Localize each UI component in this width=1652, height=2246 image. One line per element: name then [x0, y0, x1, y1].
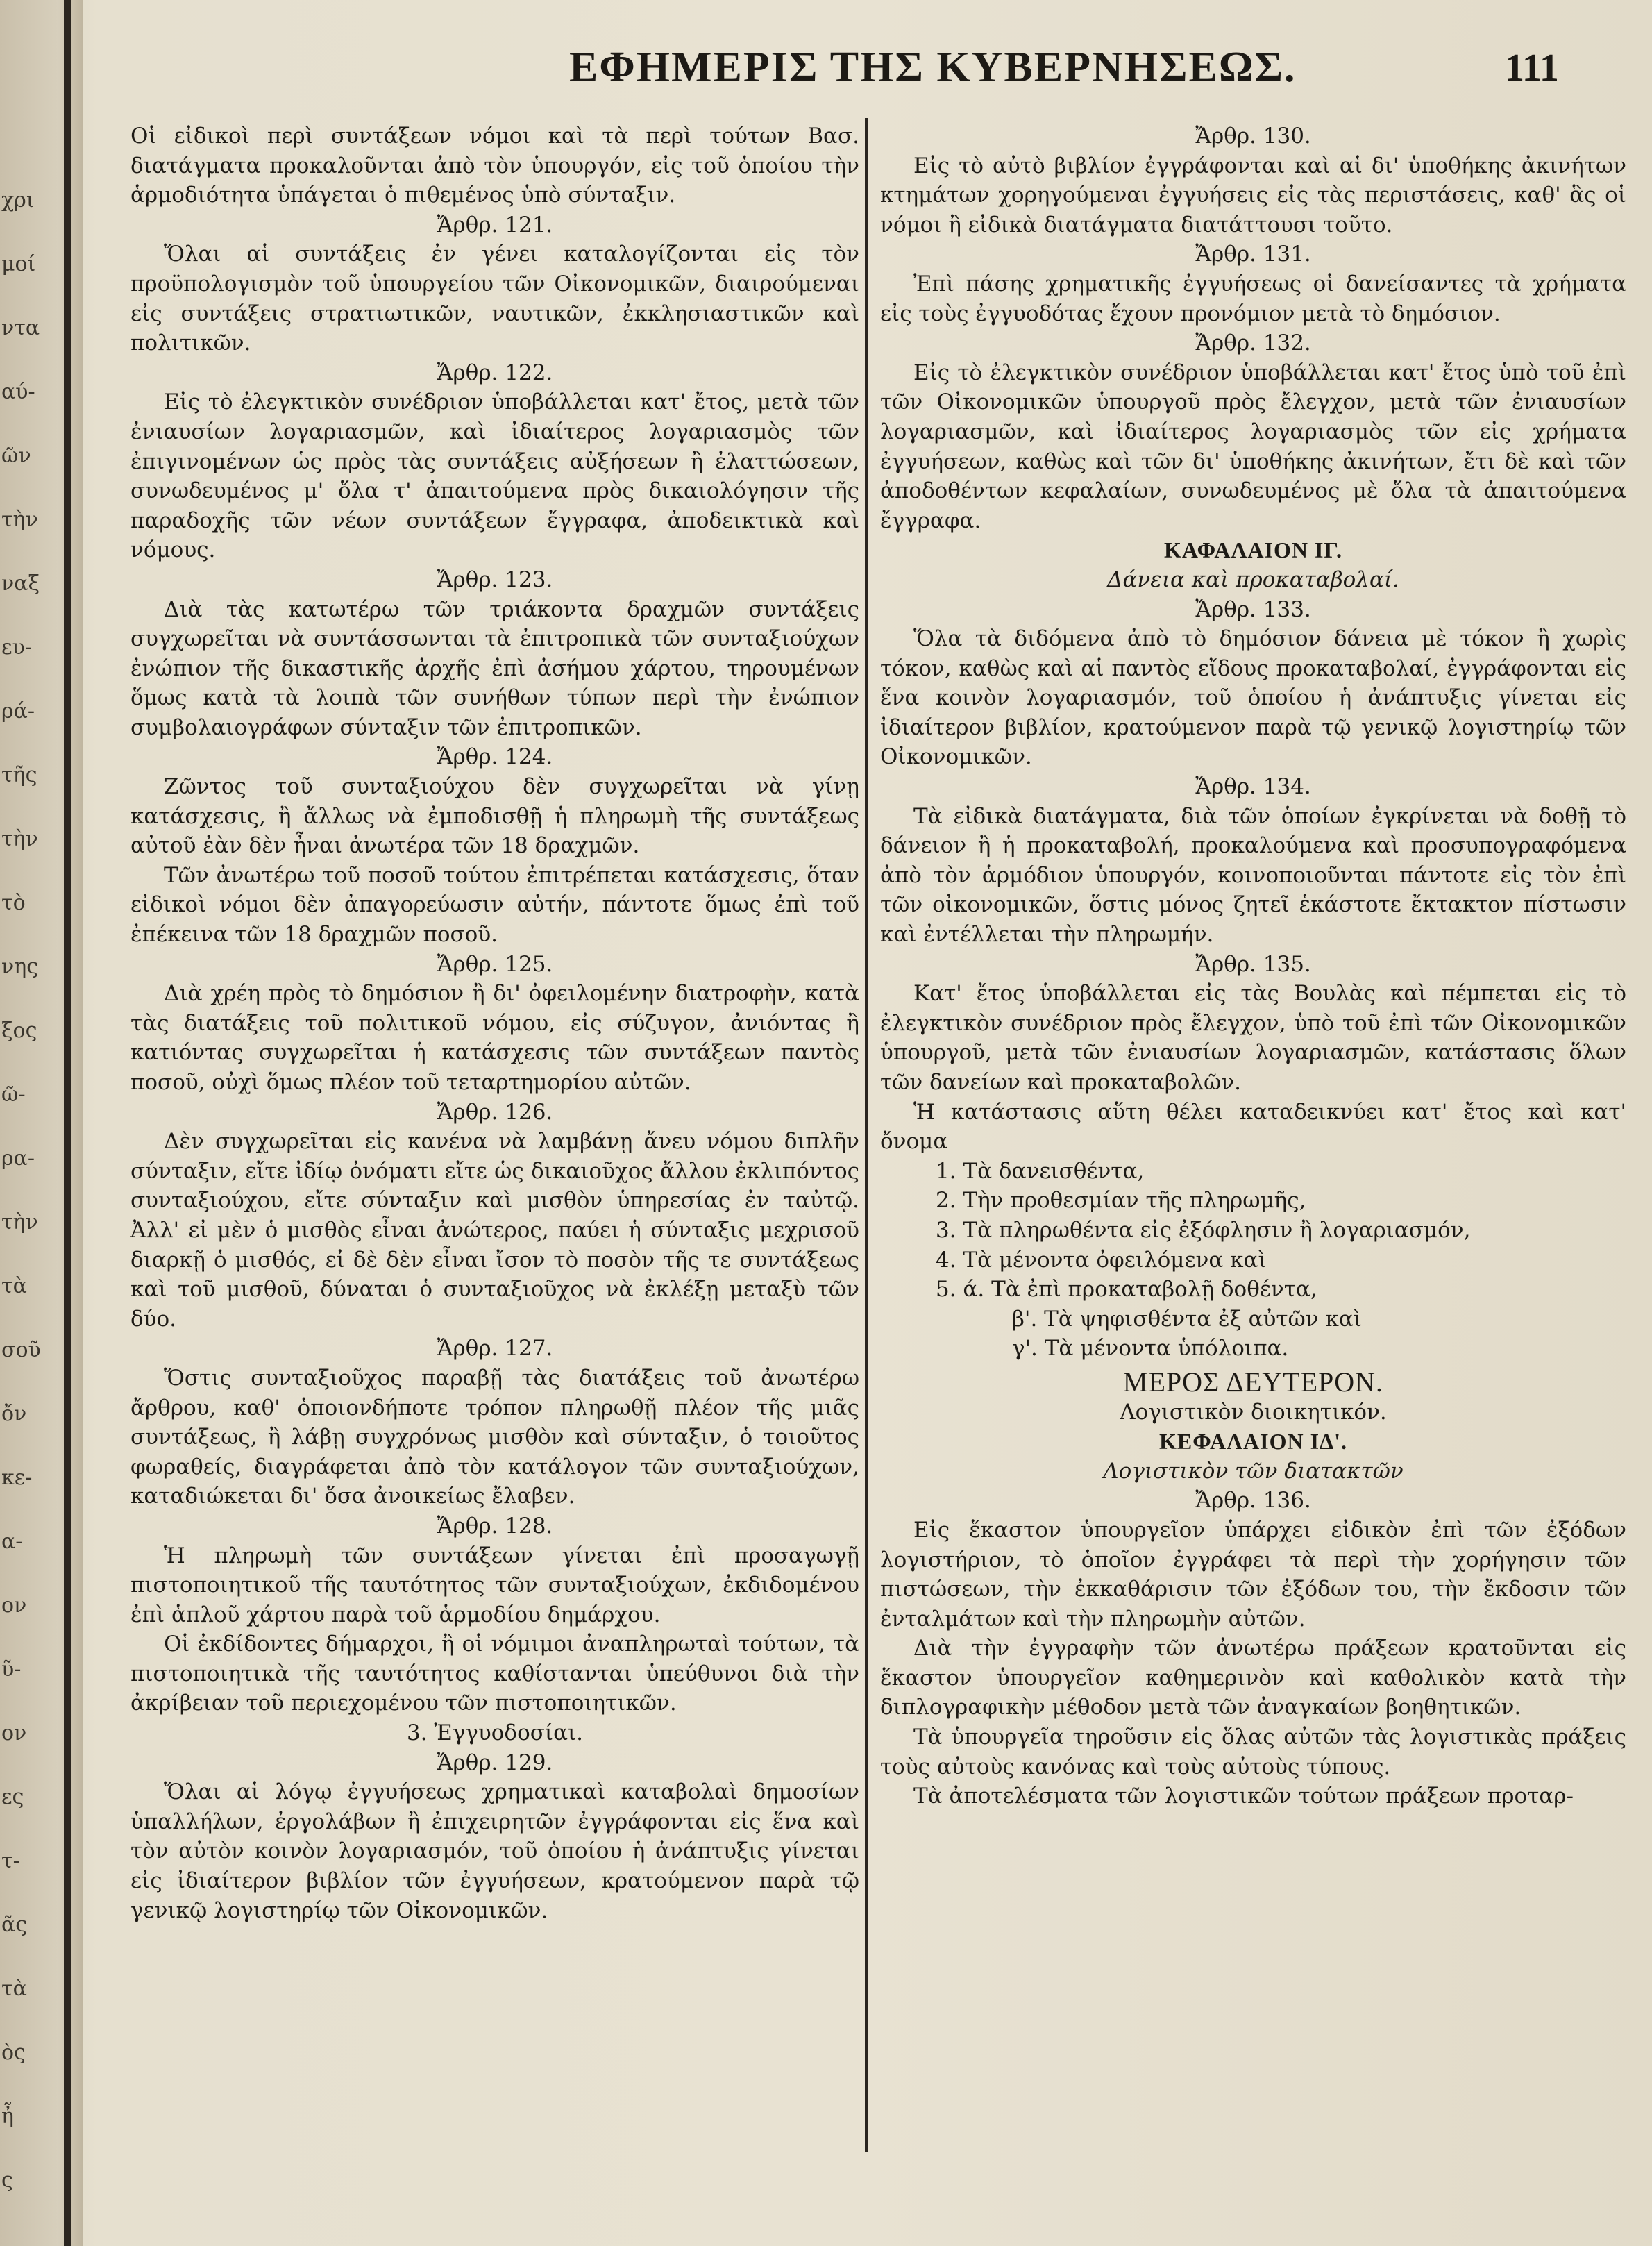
- paragraph: Ὅλαι αἱ λόγῳ ἐγγυήσεως χρηματικαὶ καταβολαὶ δημοσίων ὑπαλλήλων, ἐργολάβων ἢ ἐπιχειρητῶν ἐγγράφονται εἰς ἕνα καὶ τὸν αὐτὸν κοινὸν λογαριασμόν, τοῦ ὁποίου ἡ ἀνάπτυξις γίνεται εἰς ἰδιαίτερον βιβλίον τῶν ἐγγυήσεων, κρατούμενον παρὰ τῷ γενικῷ λογιστηρίῳ τῶν Οἰκονομικῶν.: [130, 1779, 859, 1923]
- article-heading: Ἄρθρ. 136.: [1195, 1488, 1311, 1514]
- margin-fragment: τὴν: [1, 1210, 38, 1234]
- paragraph: Ἐπὶ πάσης χρηματικῆς ἐγγυήσεως οἱ δανείσαντες τὰ χρήματα εἰς τοὺς ἐγγυοδότας ἔχουν προνόμιον μετὰ τὸ δημόσιον.: [880, 271, 1626, 326]
- chapter-heading: ΚΕΦΑΛΑΙΟΝ ΙΔ'.: [1159, 1429, 1347, 1455]
- list-item: 3. Τὰ πληρωθέντα εἰς ἐξόφλησιν ἢ λογαριασμόν,: [936, 1217, 1471, 1243]
- margin-fragment: νης: [1, 955, 39, 979]
- margin-fragment: αύ-: [1, 380, 35, 404]
- page-header: [0, 43, 1652, 106]
- paragraph: Ὅλαι αἱ συντάξεις ἐν γένει καταλογίζονται εἰς τὸν προϋπολογισμὸν τοῦ ὑπουργείου τῶν Οἰκονομικῶν, διαιρούμεναι εἰς συντάξεις στρατιωτικῶν, ναυτικῶν, ἐκκλησιαστικῶν καὶ πολιτικῶν.: [130, 242, 859, 356]
- article-heading: Ἄρθρ. 125.: [437, 951, 553, 977]
- paragraph: Τὰ ὑπουργεῖα τηροῦσιν εἰς ὅλας αὐτῶν τὰς λογιστικὰς πράξεις τοὺς αὐτοὺς κανόνας καὶ τοὺς αὐτοὺς τύπους.: [880, 1725, 1626, 1779]
- margin-fragment: μοί: [1, 252, 36, 276]
- margin-fragment: τὴν: [1, 508, 38, 532]
- article-heading: Ἄρθρ. 129.: [437, 1750, 553, 1775]
- paragraph: Εἰς τὸ ἐλεγκτικὸν συνέδριον ὑποβάλλεται κατ' ἔτος, μετὰ τῶν ἐνιαυσίων λογαριασμῶν, καὶ ἰδιαίτερος λογαριασμὸς τῶν ἐπιγινομένων ὡς πρὸς τὰς συντάξεις αὐξήσεων ἢ ἐλαττώσεων, συνωδευμένος μ' ὅλα τ' ἀπαιτούμενα πρὸς δικαιολόγησιν τῆς παραδοχῆς τῶν νέων συντάξεων ἔγγραφα, ἀποδεικτικὰ καὶ νόμους.: [130, 389, 859, 563]
- margin-fragment: ξος: [1, 1019, 37, 1043]
- page-number: 111: [1505, 47, 1559, 90]
- paragraph: Ζῶντος τοῦ συνταξιούχου δὲν συγχωρεῖται νὰ γίνῃ κατάσχεσις, ἢ ἄλλως νὰ ἐμποδισθῇ ἡ πληρωμὴ τῆς συντάξεως αὐτοῦ ἐὰν δὲν ἦναι ἀνωτέρα τῶν 18 δραχμῶν.: [130, 774, 859, 859]
- chapter-heading: ΚΑΦΑΛΑΙΟΝ ΙΓ.: [1164, 537, 1342, 563]
- list-item: 5. ά. Τὰ ἐπὶ προκαταβολῇ δοθέντα,: [936, 1277, 1317, 1302]
- chapter-subtitle: Δάνεια καὶ προκαταβολαί.: [1107, 567, 1399, 592]
- margin-fragment: χρι: [1, 188, 35, 212]
- margin-fragment: ῶ-: [1, 1082, 26, 1107]
- margin-fragment: σοῦ: [1, 1338, 41, 1362]
- paragraph: Δὲν συγχωρεῖται εἰς κανένα νὰ λαμβάνῃ ἄνευ νόμου διπλῆν σύνταξιν, εἴτε ἰδίῳ ὀνόματι εἴτε ὡς δικαιοῦχος ἄλλου ἐκλιπόντος συνταξιούχου, εἴτε σύνταξιν καὶ μισθὸν ὑπηρεσίας ἐν ταὐτῷ. Ἀλλ' εἰ μὲν ὁ μισθὸς εἶναι ἀνώτερος, παύει ἡ σύνταξις μεχρισοῦ διαρκῇ ὁ μισθός, εἰ δὲ δὲν εἶναι ἴσον τὸ ποσὸν τῆς τε συντάξεως καὶ τοῦ μισθοῦ, δύναται ὁ συνταξιοῦχος νὰ ἐκλέξῃ μεταξὺ τῶν δύο.: [130, 1129, 859, 1332]
- paragraph: Ἡ πληρωμὴ τῶν συντάξεων γίνεται ἐπὶ προσαγωγῇ πιστοποιητικοῦ τῆς ταυτότητος τῶν συνταξιούχων, ἐκδιδομένου ἐπὶ ἁπλοῦ χάρτου παρὰ τοῦ ἁρμοδίου δημάρχου.: [130, 1543, 859, 1627]
- column-divider: [865, 118, 868, 2152]
- margin-fragment: ς: [1, 2168, 13, 2193]
- paragraph: Κατ' ἔτος ὑποβάλλεται εἰς τὰς Βουλὰς καὶ πέμπεται εἰς τὸ ἐλεγκτικὸν συνέδριον πρὸς ἔλεγχον, ὑπὸ τοῦ ἐπὶ τῶν Οἰκονομικῶν ὑπουργοῦ, μετὰ τῶν ἐνιαυσίων λογαριασμῶν, κατάστασις ὅλων τῶν δανείων καὶ προκαταβολῶν.: [880, 981, 1626, 1095]
- part-heading: ΜΕΡΟΣ ΔΕΥΤΕΡΟΝ.: [1122, 1366, 1384, 1398]
- newspaper-title: ΕΦΗΜΕΡΙΣ ΤΗΣ ΚΥΒΕΡΝΗΣΕΩΣ.: [569, 44, 1297, 91]
- paragraph: Εἰς τὸ αὐτὸ βιβλίον ἐγγράφονται καὶ αἱ δι' ὑποθήκης ἀκινήτων κτημάτων χορηγούμεναι ἐγγυήσεις εἰς τὰς περιστάσεις, καθ' ἃς οἱ νόμοι ἢ εἰδικὰ διατάγματα διατάττουσι τοῦτο.: [880, 153, 1626, 237]
- paragraph: Διὰ χρέη πρὸς τὸ δημόσιον ἢ δι' ὀφειλομένην διατροφὴν, κατὰ τὰς διατάξεις τοῦ πολιτικοῦ νόμου, εἰς σύζυγον, ἀνιόντας ἢ κατιόντας συγχωρεῖται ἡ κατάσχεσις τῶν συντάξεων παντὸς ποσοῦ, οὐχὶ ὅμως πλέον τοῦ τεταρτημορίου αὐτῶν.: [130, 981, 859, 1095]
- margin-fragment: τὰ: [1, 1274, 27, 1298]
- paragraph: Εἰς ἕκαστον ὑπουργεῖον ὑπάρχει εἰδικὸν ἐπὶ τῶν ἐξόδων λογιστήριον, τὸ ὁποῖον ἐγγράφει τὰ περὶ τὴν χορήγησιν τῶν πιστώσεων, τὴν ἐκκαθάρισιν τῶν ἐξόδων του, τὴν ἔκδοσιν τῶν ἐνταλμάτων καὶ τὴν πληρωμὴν αὐτῶν.: [880, 1517, 1626, 1632]
- margin-fragment: τὸ: [1, 891, 26, 915]
- article-heading: Ἄρθρ. 134.: [1195, 774, 1311, 800]
- article-heading: Ἄρθρ. 121.: [437, 212, 553, 237]
- margin-fragment: ῦ-: [1, 1657, 22, 1682]
- margin-fragment: ὄν: [1, 1402, 27, 1426]
- adjacent-page-edge: [0, 0, 83, 2246]
- paragraph: Τὰ εἰδικὰ διατάγματα, διὰ τῶν ὁποίων ἐγκρίνεται νὰ δοθῇ τὸ δάνειον ἢ ἡ προκαταβολή, προκαλούμενα καὶ προσυπογραφόμενα ἀπὸ τὸν ἁρμόδιον ὑπουργόν, κοινοποιοῦνται πάντοτε εἰς τὸν ἐπὶ τῶν οἰκονομικῶν, ὅστις μόνος ζητεῖ ἑκάστοτε ἔκτακτον πίστωσιν καὶ ἐντέλλεται τὴν πληρωμήν.: [880, 803, 1626, 948]
- article-heading: Λογιστικὸν διοικητικόν.: [1120, 1399, 1387, 1425]
- article-heading: Ἄρθρ. 133.: [1195, 596, 1311, 622]
- article-heading: Ἄρθρ. 124.: [437, 744, 553, 770]
- paragraph: Ἡ κατάστασις αὕτη θέλει καταδεικνύει κατ' ἔτος καὶ κατ' ὄνομα: [880, 1099, 1626, 1155]
- margin-fragment: ὸς: [1, 2040, 26, 2065]
- margin-fragment: τὰ: [1, 1977, 27, 2001]
- paragraph: Εἰς τὸ ἐλεγκτικὸν συνέδριον ὑποβάλλεται κατ' ἔτος ὑπὸ τοῦ ἐπὶ τῶν Οἰκονομικῶν ὑπουργοῦ πρὸς ἔλεγχον, μετὰ τῶν ἐνιαυσίων λογαριασμῶν, καὶ ἰδιαίτερος λογαριασμὸς τῶν εἰς χρήματα ἐγγυήσεων, καθὼς καὶ τῶν δι' ὑποθήκης ἀκινήτων, ἔτι δὲ καὶ τῶν ἀποδοθέντων κεφαλαίων, συνωδευμένος μὲ ὅλα τὰ ἀπαιτούμενα ἔγγραφα.: [880, 360, 1626, 533]
- margin-fragment: ῶν: [1, 444, 31, 468]
- margin-fragment: ρα-: [1, 1146, 35, 1171]
- article-heading: Ἄρθρ. 127.: [437, 1336, 553, 1361]
- paragraph: Οἱ ἐκδίδοντες δήμαρχοι, ἢ οἱ νόμιμοι ἀναπληρωταὶ τούτων, τὰ πιστοποιητικὰ τῆς ταυτότητος καθίστανται ὑπεύθυνοι διὰ τὴν ἀκρίβειαν τοῦ περιεχομένου τῶν πιστοποιητικῶν.: [130, 1632, 859, 1716]
- margin-fragment: ναξ: [1, 571, 40, 596]
- margin-fragment: ἦ: [1, 2104, 14, 2129]
- paragraph: Ὅστις συνταξιοῦχος παραβῇ τὰς διατάξεις τοῦ ἀνωτέρω ἄρθρου, καθ' ὁποιονδήποτε τρόπον πληρωθῇ πλέον τῆς μιᾶς συντάξεως, ἢ λάβῃ συγχρόνως μισθὸν καὶ σύνταξιν, ὁ τοιοῦτος φωραθείς, διαγράφεται ἀπὸ τὸν κατάλογον τῶν συνταξιούχων, καταδιώκεται δι' ὅσα ἀνοικείως ἔλαβεν.: [130, 1365, 859, 1509]
- margin-fragment: α-: [1, 1530, 23, 1554]
- article-heading: Ἄρθρ. 122.: [437, 360, 553, 385]
- chapter-subtitle: Λογιστικὸν τῶν διατακτῶν: [1103, 1458, 1404, 1484]
- paragraph: Διὰ τὴν ἐγγραφὴν τῶν ἀνωτέρω πράξεων κρατοῦνται εἰς ἕκαστον ὑπουργεῖον καθημερινὸν καὶ καθολικὸν κατὰ τὴν διπλογραφικὴν μέθοδον μετὰ τῶν ἀναγκαίων βοηθητικῶν.: [880, 1636, 1626, 1720]
- list-subitem: γ'. Τὰ μένοντα ὑπόλοιπα.: [1012, 1336, 1289, 1361]
- article-heading: Ἄρθρ. 130.: [1195, 124, 1311, 149]
- article-heading: Ἄρθρ. 123.: [437, 567, 553, 592]
- article-heading: Ἄρθρ. 131.: [1195, 242, 1311, 267]
- margin-fragment: ον: [1, 1721, 27, 1745]
- article-heading: Ἄρθρ. 126.: [437, 1099, 553, 1125]
- list-subitem: β'. Τὰ ψηφισθέντα ἐξ αὐτῶν καὶ: [1012, 1306, 1362, 1332]
- article-heading: Ἄρθρ. 135.: [1195, 951, 1311, 977]
- list-item: 2. Τὴν προθεσμίαν τῆς πληρωμῆς,: [936, 1188, 1306, 1214]
- paragraph: Ὅλα τὰ διδόμενα ἀπὸ τὸ δημόσιον δάνεια μὲ τόκον ἢ χωρὶς τόκον, καθὼς καὶ αἱ παντὸς εἴδους προκαταβολαί, ἐγγράφονται εἰς ἕνα κοινὸν λογαριασμόν, τοῦ ὁποίου ἡ ἀνάπτυξις γίνεται εἰς ἰδιαίτερον βιβλίον, κρατούμενον παρὰ τῷ γενικῷ λογιστηρίῳ τῶν Οἰκονομικῶν.: [880, 626, 1626, 770]
- paragraph: Διὰ τὰς κατωτέρω τῶν τριάκοντα δραχμῶν συντάξεις συγχωρεῖται νὰ συντάσσωνται τὰ ἐπιτροπικὰ τῶν συνταξιούχων ἐνώπιον τῆς δικαστικῆς ἀρχῆς ἐπὶ ἀσήμου χάρτου, τηρουμένων ὅμως κατὰ τὰ λοιπὰ τῶν συνήθων τύπων περὶ τὴν ἐνώπιον συμβολαιογράφων σύνταξιν τῶν ἐπιτροπικῶν.: [130, 596, 859, 740]
- paragraph: Τῶν ἀνωτέρω τοῦ ποσοῦ τούτου ἐπιτρέπεται κατάσχεσις, ὅταν εἰδικοὶ νόμοι δὲν ἀπαγορεύωσιν αὐτήν, πάντοτε ὅμως ἐπὶ τοῦ ἐπέκεινα τῶν 18 δραχμῶν ποσοῦ.: [130, 862, 859, 948]
- article-heading: 3. Ἐγγυοδοσίαι.: [406, 1720, 584, 1746]
- binding-rule: [64, 0, 71, 2246]
- margin-fragment: ρά-: [1, 699, 35, 723]
- margin-fragment: ον: [1, 1593, 27, 1618]
- list-item: 4. Τὰ μένοντα ὀφειλόμενα καὶ: [936, 1247, 1267, 1273]
- margin-fragment: τὴν: [1, 827, 38, 851]
- margin-fragment: ντα: [1, 316, 40, 340]
- margin-fragment: τῆς: [1, 763, 37, 787]
- margin-fragment: τ-: [1, 1849, 20, 1873]
- list-item: 1. Τὰ δανεισθέντα,: [936, 1158, 1145, 1184]
- margin-fragment: ες: [1, 1785, 24, 1809]
- paragraph: Τὰ ἀποτελέσματα τῶν λογιστικῶν τούτων πράξεων προταρ-: [913, 1784, 1574, 1809]
- paragraph: Οἱ εἰδικοὶ περὶ συντάξεων νόμοι καὶ τὰ περὶ τούτων Βασ. διατάγματα προκαλοῦνται ἀπὸ τὸν ὑπουργόν, εἰς τοῦ ὁποίου τὴν ἁρμοδιότητα ὑπάγεται ὁ πιθεμένος ὑπὸ σύνταξιν.: [130, 124, 859, 208]
- article-heading: Ἄρθρ. 132.: [1195, 330, 1311, 356]
- margin-fragment: ᾶς: [1, 1913, 28, 1937]
- right-column: [880, 121, 1626, 2163]
- margin-fragment: κε-: [1, 1466, 33, 1490]
- left-column: [130, 121, 859, 2163]
- article-heading: Ἄρθρ. 128.: [437, 1513, 553, 1539]
- margin-fragment: ευ-: [1, 635, 32, 660]
